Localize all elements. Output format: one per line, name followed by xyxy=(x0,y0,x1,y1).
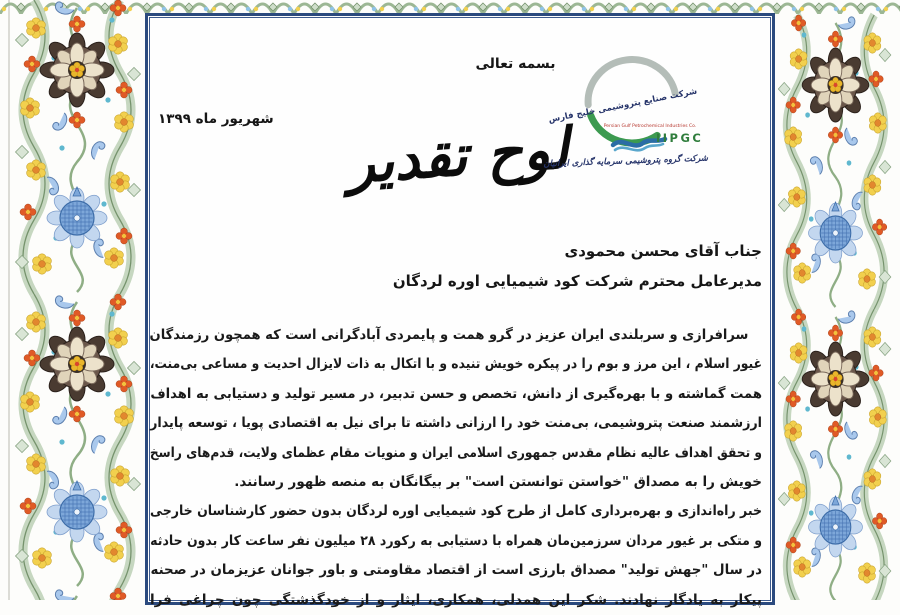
body-line: خبر راه‌اندازی و بهره‌برداری کامل از طرح کود شیمیایی اوره لردگان بدون حضور کارشناسان خارجی xyxy=(150,503,762,520)
body-text xyxy=(150,321,762,615)
certificate-title-calligraphy: لوح تقدیر xyxy=(345,116,571,197)
body-line: در سال "جهش تولید" مصداق بارزی است از اقتصاد مقاومتی و باور جوانان عزیزمان در صحنه xyxy=(150,562,762,579)
recipient-name: جناب آقای محسن محمودی xyxy=(564,242,762,260)
body-line: و متکی بر غیور مردان سرزمین‌مان همراه با دستیابی به رکورد ۲۸ میلیون نفر ساعت کار بدون حادثه xyxy=(150,532,762,549)
body-line: سرافرازی و سربلندی ایران عزیز در گرو همت و پایمردی آبادگرانی است که همچون رزمندگان xyxy=(149,327,749,343)
body-line: و تحقق اهداف عالیه نظام مقدس جمهوری اسلامی ایران و منویات مقام عظمای ولایت، قدم‌های راسخ xyxy=(149,444,762,461)
body-line: خویش را به مصداق "خواستن توانستن است" بر بیگانگان به منصه ظهور رسانند. xyxy=(234,473,762,490)
body-line: ارزشمند صنعت پتروشیمی، بی‌منت خود را ارزانی داشته تا برای نیل به اقتصادی پویا ، توسعه پایدار xyxy=(150,415,763,432)
logo-company-name-english: Persian Gulf Petrochemical Industries Co. xyxy=(603,124,697,129)
logo-parent-company-farsi: شرکت گروه پتروشیمی سرمایه گذاری ایرانیان xyxy=(543,153,709,170)
body-line: همت گماشته و با بهره‌گیری از دانش، تخصص و حسن تدبیر، در مسیر تولید و دستیابی به اهداف xyxy=(150,385,762,402)
recipient-title: مدیرعامل محترم شرکت کود شیمیایی اوره لردگان xyxy=(392,272,762,290)
recipient-block xyxy=(393,236,762,296)
body-line: پیکار به یادگار نهادند. شکر این همدلی، همکاری، ایثار و از خودگذشتگی چون چراغی فرا xyxy=(150,591,762,608)
issue-date: شهریور ماه ۱۳۹۹ xyxy=(158,111,274,127)
company-logo xyxy=(543,52,770,192)
bismillah-text: بسمه تعالی xyxy=(475,56,556,72)
logo-company-name-farsi: شرکت صنایع پتروشیمی خلیج فارس xyxy=(547,86,699,126)
body-line: غیور اسلام ، این مرز و بوم را در پیکره خویش تنیده و با اتکال به ذات لایزال احدیت و مساعی بی‌منت، xyxy=(149,356,763,373)
logo-abbreviation: IIPGC xyxy=(656,131,704,145)
